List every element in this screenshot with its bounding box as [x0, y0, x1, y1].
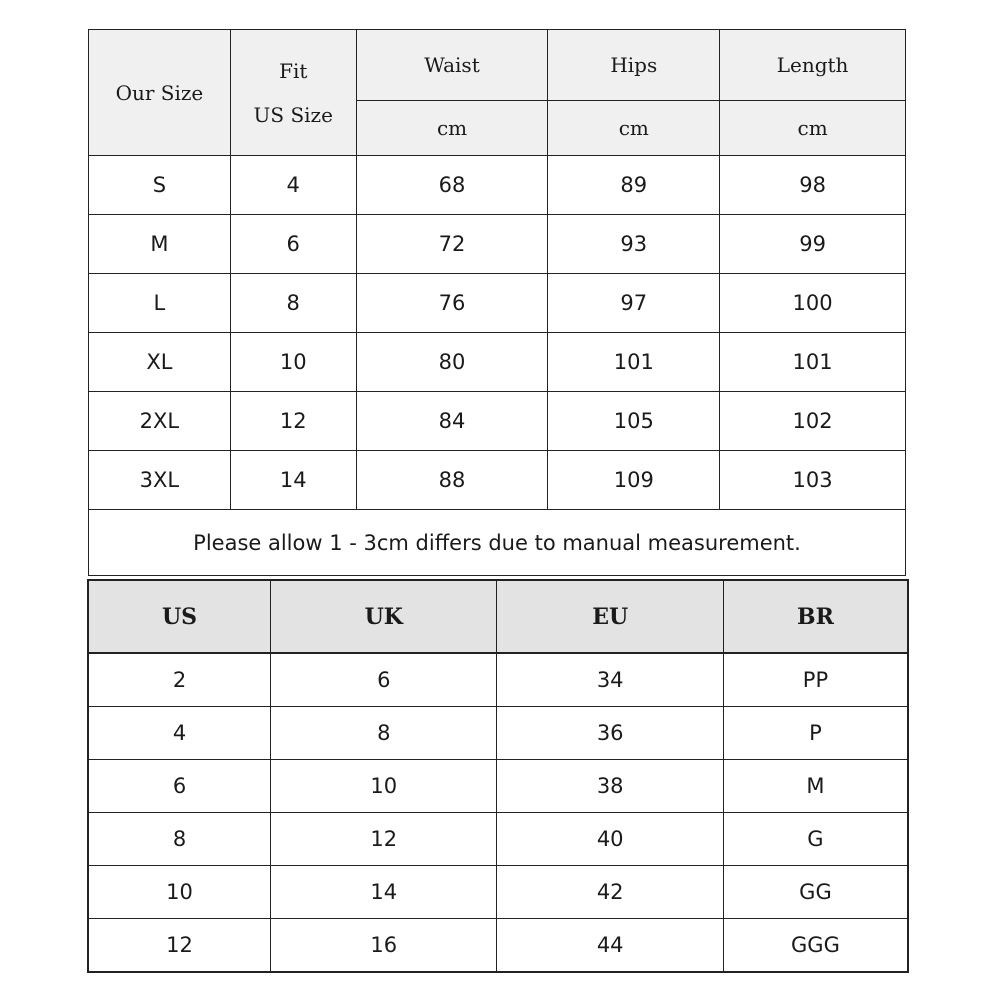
cell-us: 8 [88, 813, 271, 866]
cell-uk: 12 [271, 813, 497, 866]
cell-br: G [723, 813, 908, 866]
cell-waist: 68 [356, 156, 548, 215]
header-hips: Hips [548, 30, 720, 101]
cell-waist: 84 [356, 392, 548, 451]
cell-uk: 8 [271, 707, 497, 760]
table-row [89, 392, 906, 451]
cell-br: GGG [723, 919, 908, 973]
cell-us: 6 [88, 760, 271, 813]
table-row [88, 919, 908, 973]
header-our-size: Our Size [89, 30, 231, 156]
header-fit-label: Fit [279, 58, 308, 83]
header-us: US [88, 580, 271, 653]
table-row [88, 866, 908, 919]
cell-eu: 42 [497, 866, 723, 919]
cell-hips: 89 [548, 156, 720, 215]
cell-hips: 97 [548, 274, 720, 333]
cell-eu: 36 [497, 707, 723, 760]
cell-hips: 105 [548, 392, 720, 451]
table-row [89, 333, 906, 392]
cell-our-size: 3XL [89, 451, 231, 510]
cell-waist: 72 [356, 215, 548, 274]
cell-our-size: XL [89, 333, 231, 392]
cell-us: 4 [88, 707, 271, 760]
cell-uk: 6 [271, 653, 497, 707]
cell-uk: 14 [271, 866, 497, 919]
cell-br: P [723, 707, 908, 760]
cell-our-size: S [89, 156, 231, 215]
header-waist: Waist [356, 30, 548, 101]
table-row [89, 215, 906, 274]
cell-our-size: 2XL [89, 392, 231, 451]
table-row [89, 156, 906, 215]
header-eu: EU [497, 580, 723, 653]
size-conversion-table [87, 579, 909, 973]
cell-us-size: 4 [230, 156, 356, 215]
header-length: Length [720, 30, 906, 101]
cell-us-size: 10 [230, 333, 356, 392]
cell-length: 102 [720, 392, 906, 451]
table-row [88, 760, 908, 813]
table-row [88, 813, 908, 866]
header-br: BR [723, 580, 908, 653]
cell-br: M [723, 760, 908, 813]
cell-our-size: L [89, 274, 231, 333]
cell-length: 99 [720, 215, 906, 274]
cell-eu: 40 [497, 813, 723, 866]
header-hips-unit: cm [548, 101, 720, 156]
cell-eu: 38 [497, 760, 723, 813]
cell-us: 10 [88, 866, 271, 919]
cell-br: GG [723, 866, 908, 919]
cell-eu: 34 [497, 653, 723, 707]
cell-uk: 16 [271, 919, 497, 973]
cell-hips: 109 [548, 451, 720, 510]
cell-length: 100 [720, 274, 906, 333]
cell-length: 98 [720, 156, 906, 215]
table-row [89, 274, 906, 333]
header-fit-us-size [230, 30, 356, 156]
cell-us: 2 [88, 653, 271, 707]
cell-length: 103 [720, 451, 906, 510]
header-length-unit: cm [720, 101, 906, 156]
header-waist-unit: cm [356, 101, 548, 156]
cell-waist: 88 [356, 451, 548, 510]
cell-length: 101 [720, 333, 906, 392]
table-row [88, 653, 908, 707]
measurement-note: Please allow 1 - 3cm differs due to manual measurement. [89, 510, 906, 576]
cell-hips: 93 [548, 215, 720, 274]
cell-us: 12 [88, 919, 271, 973]
cell-our-size: M [89, 215, 231, 274]
cell-eu: 44 [497, 919, 723, 973]
cell-us-size: 14 [230, 451, 356, 510]
cell-waist: 76 [356, 274, 548, 333]
table-row [89, 451, 906, 510]
table-row [88, 707, 908, 760]
cell-waist: 80 [356, 333, 548, 392]
cell-uk: 10 [271, 760, 497, 813]
header-uk: UK [271, 580, 497, 653]
cell-us-size: 12 [230, 392, 356, 451]
header-us-size-label: US Size [253, 102, 333, 127]
cell-br: PP [723, 653, 908, 707]
cell-us-size: 8 [230, 274, 356, 333]
cell-us-size: 6 [230, 215, 356, 274]
cell-hips: 101 [548, 333, 720, 392]
size-chart-table [88, 29, 906, 576]
